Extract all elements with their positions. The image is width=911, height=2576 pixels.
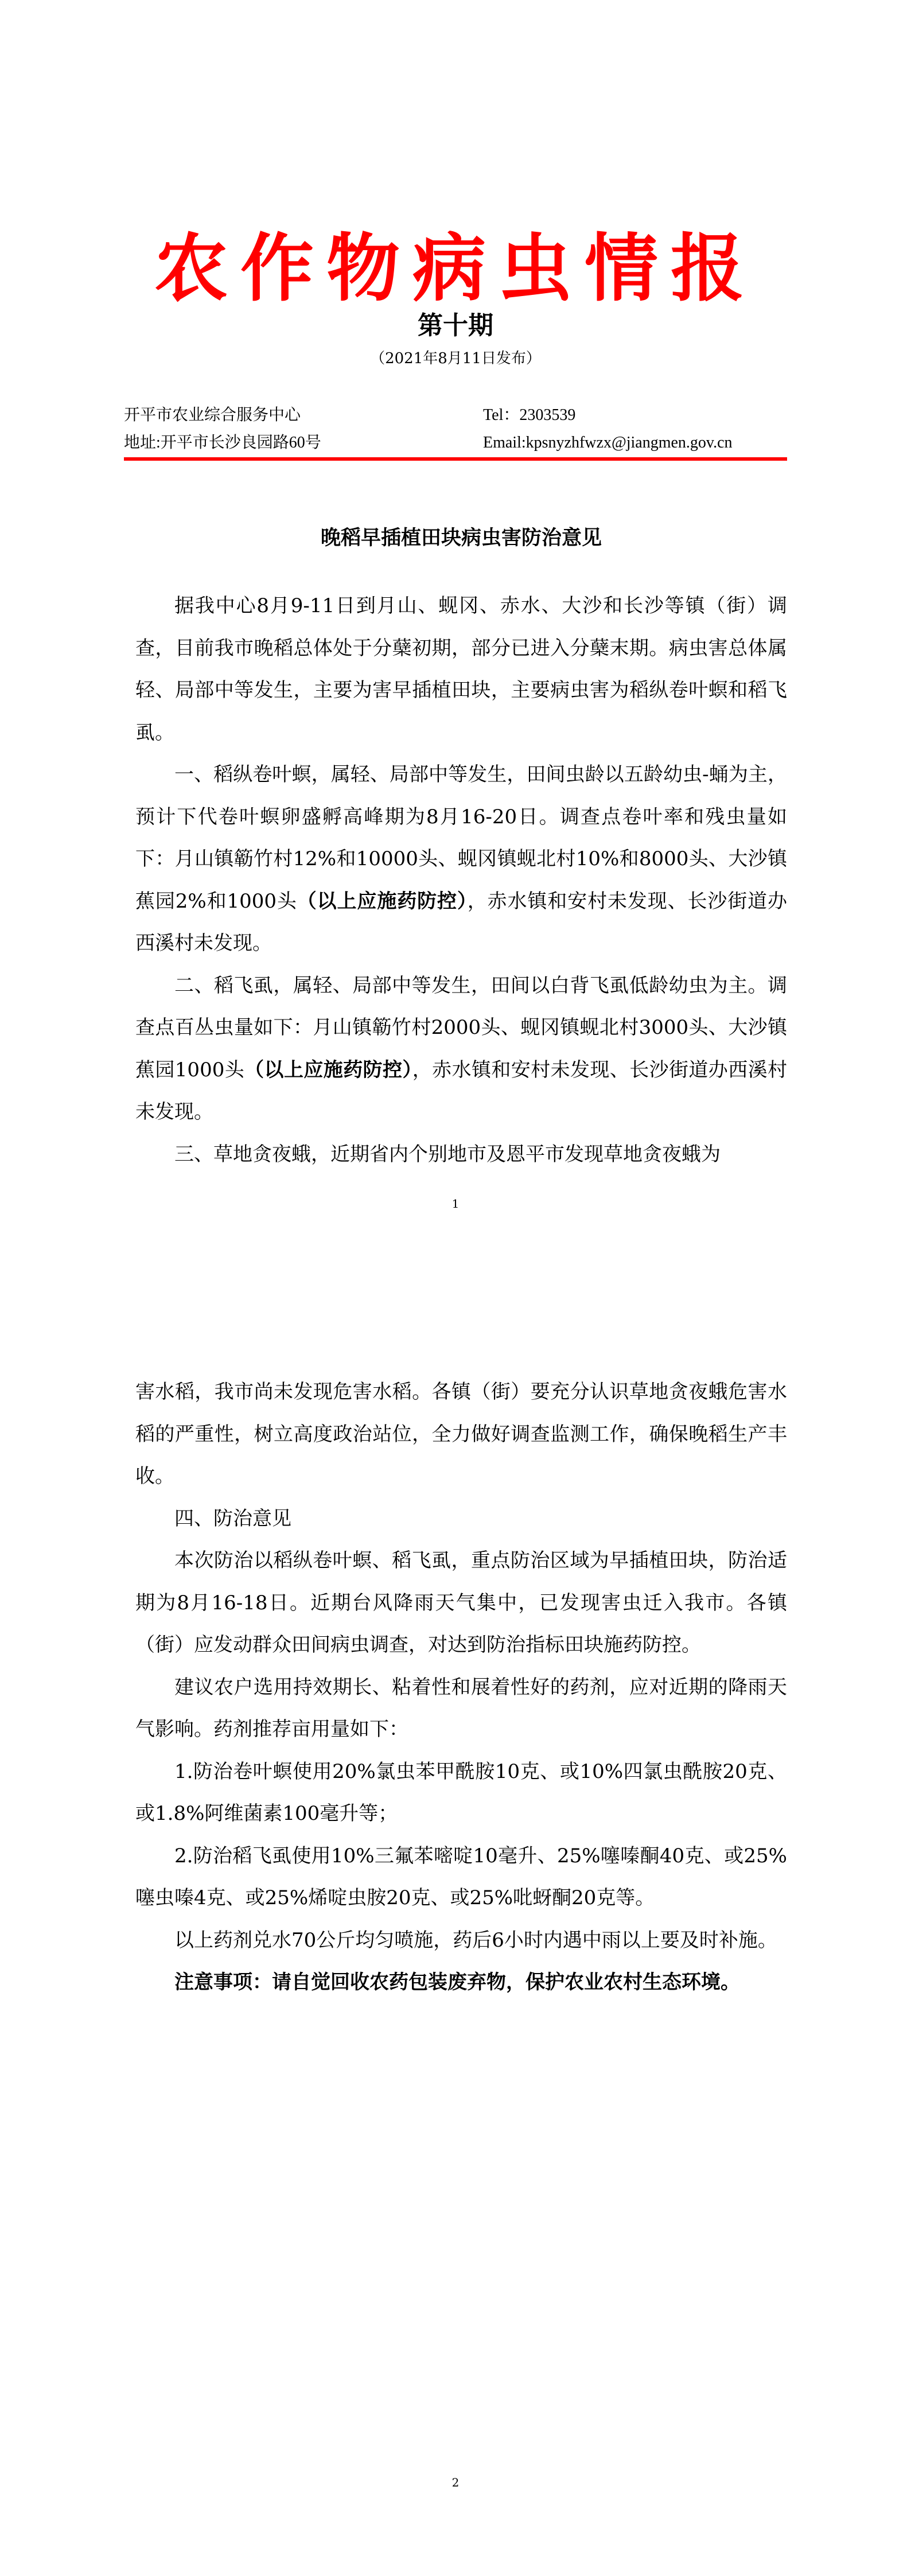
organization-name: 开平市农业综合服务中心 — [124, 406, 301, 424]
intro-paragraph: 据我中心8月9-11日到月山、蚬冈、赤水、大沙和长沙等镇（街）调查，目前我市晚稻总体处于分蘖初期，部分已进入分蘖末期。病虫害总体属轻、局部中等发生，主要为害早插植田块，主要病虫害为稻纵卷叶螟和稻飞虱。 — [135, 594, 787, 744]
page-2 — [0, 1288, 911, 2576]
telephone: Tel：2303539 — [483, 406, 576, 424]
issue-number: 第十期 — [418, 311, 493, 340]
publish-date: （2021年8月11日发布） — [370, 350, 541, 367]
section-2-emphasis: （以上应施药防控） — [244, 1058, 412, 1081]
section-2-paragraph — [135, 965, 787, 1134]
pesticide-item-2: 2.防治稻飞虱使用10%三氟苯嘧啶10毫升、25%噻嗪酮40克、或25%噻虫嗪4克、或25%烯啶虫胺20克、或25%吡蚜酮20克等。 — [135, 1844, 787, 1909]
section-4-paragraph-1: 本次防治以稻纵卷叶螟、稻飞虱，重点防治区域为早插植田块，防治适期为8月16-18日。近期台风降雨天气集中，已发现害虫迁入我市。各镇（街）应发动群众田间病虫调查，对达到防治指标田块施药防控。 — [135, 1549, 787, 1656]
section-3-paragraph-start: 三、草地贪夜蛾，近期省内个别地市及恩平市发现草地贪夜蛾为 — [174, 1142, 721, 1166]
section-4-heading: 四、防治意见 — [174, 1507, 291, 1530]
notice: 注意事项：请自觉回收农药包装废弃物，保护农业农村生态环境。 — [174, 1971, 740, 1994]
section-3-paragraph-continued: 害水稻，我市尚未发现危害水稻。各镇（街）要充分认识草地贪夜蛾危害水稻的严重性，树立高度政治站位，全力做好调查监测工作，确保晚稻生产丰收。 — [135, 1380, 787, 1488]
page-number-1: 1 — [451, 1197, 460, 1211]
section-2-text-b: ，赤水镇和安村未发现、长沙街道办西溪村未发现。 — [135, 1058, 788, 1123]
section-1-text-a: 一、稻纵卷叶螟，属轻、局部中等发生，田间虫龄以五龄幼虫-蛹为主，预计下代卷叶螟卵盛孵高峰期为8月16-20日。调查点卷叶率和残虫量如下：月山镇簕竹村12%和10000头、蚬冈镇蚬北村10%和8000头、大沙镇蕉园2%和1000头 — [135, 763, 787, 913]
email: Email:kpsnyzhfwzx@jiangmen.gov.cn — [483, 434, 733, 452]
red-divider — [124, 457, 787, 461]
section-4-paragraph-2: 建议农户选用持效期长、粘着性和展着性好的药剂，应对近期的降雨天气影响。药剂推荐亩用量如下： — [135, 1675, 787, 1741]
section-1-paragraph — [135, 754, 787, 965]
address: 地址:开平市长沙良园路60号 — [124, 434, 321, 452]
masthead-title: 农作物病虫情报 — [154, 225, 757, 312]
body-page-2 — [135, 1371, 787, 2004]
section-4-paragraph-3: 以上药剂兑水70公斤均匀喷施，药后6小时内遇中雨以上要及时补施。 — [174, 1928, 777, 1952]
pesticide-item-1: 1.防治卷叶螟使用20%氯虫苯甲酰胺10克、或10%四氯虫酰胺20克、或1.8%阿维菌素100毫升等； — [135, 1760, 787, 1825]
body-page-1 — [135, 585, 787, 1176]
section-2-text-a: 二、稻飞虱，属轻、局部中等发生，田间以白背飞虱低龄幼虫为主。调查点百丛虫量如下：月山镇簕竹村2000头、蚬冈镇蚬北村3000头、大沙镇蕉园1000头 — [135, 974, 787, 1081]
page-number-2: 2 — [451, 2476, 460, 2489]
document-title: 晚稻早插植田块病虫害防治意见 — [320, 527, 602, 550]
section-1-emphasis: （以上应施药防控） — [297, 889, 468, 913]
section-1-text-b: ，赤水镇和安村未发现、长沙街道办西溪村未发现。 — [135, 889, 788, 955]
